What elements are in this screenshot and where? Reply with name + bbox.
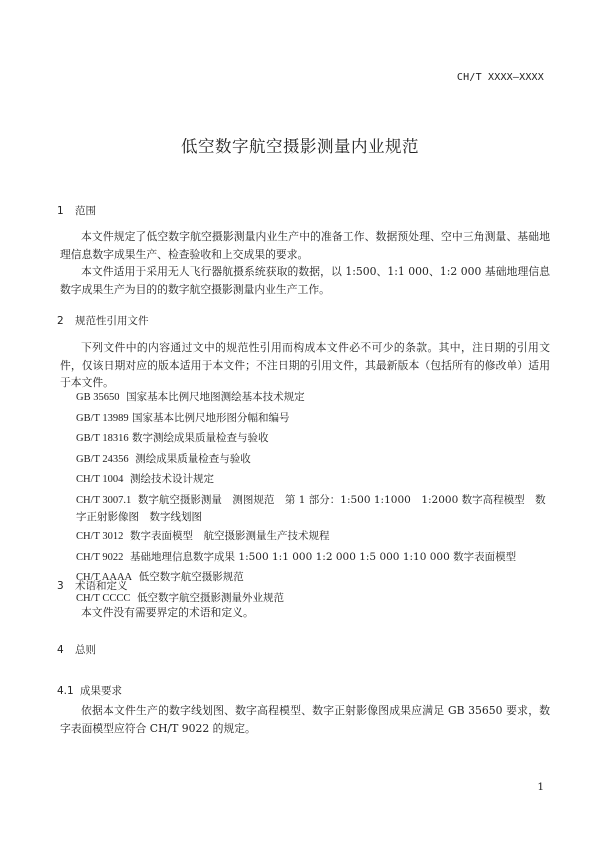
reference-code: CH/T 9022: [76, 551, 124, 563]
reference-title: 基础地理信息数字成果 1:500 1:1 000 1:2 000 1:5 000 1:10 000 数字表面模型: [130, 550, 517, 563]
reference-code: GB 35650: [76, 392, 120, 403]
reference-item: [76, 528, 550, 545]
subsection-number: 4.1: [57, 685, 74, 697]
reference-title: 国家基本比例尺地形图分幅和编号: [131, 411, 290, 424]
reference-item: [76, 451, 550, 468]
reference-title: 低空数字航空摄影测量外业规范: [137, 591, 285, 604]
section-number: 3: [57, 580, 64, 592]
section-title: 规范性引用文件: [75, 315, 149, 327]
section-number: 4: [57, 644, 64, 656]
reference-item: [76, 410, 550, 427]
reference-code: CH/T AAAA: [76, 572, 133, 583]
reference-code: CH/T 3012: [76, 531, 124, 542]
scope-paragraph-2: 本文件适用于采用无人飞行器航摄系统获取的数据，以 1:500、1:1 000、1:2 000 基础地理信息数字成果生产为目的的数字航空摄影测量内业生产工作。: [60, 265, 550, 296]
document-title: 低空数字航空摄影测量内业规范: [181, 137, 419, 156]
section-title: 总则: [75, 644, 96, 656]
reference-title: 低空数字航空摄影规范: [138, 571, 244, 583]
subsection-4-1-heading: [57, 683, 122, 698]
section-3-heading: [57, 578, 128, 593]
section-2-heading: [57, 313, 149, 328]
reference-item: [76, 389, 550, 406]
reference-title: 数字表面模型 航空摄影测量生产技术规程: [130, 530, 330, 542]
section-title: 术语和定义: [75, 580, 128, 592]
reference-title: 测绘技术设计规定: [130, 473, 215, 485]
reference-title: 国家基本比例尺地图测绘基本技术规定: [126, 391, 305, 403]
reference-item: [60, 492, 550, 525]
reference-item: [76, 430, 550, 447]
results-requirements-paragraph: 依据本文件生产的数字线划图、数字高程模型、数字正射影像图成果应满足 GB 35650 要求，数字表面模型应符合 CH/T 9022 的规定。: [60, 704, 550, 735]
standard-code: CH/T XXXX—XXXX: [456, 72, 544, 83]
section-number: 1: [57, 205, 64, 217]
reference-item: [76, 549, 550, 566]
reference-code: CH/T CCCC: [76, 592, 131, 604]
reference-code: GB/T 13989: [76, 412, 129, 424]
reference-title: 数字测绘成果质量检查与验收: [131, 432, 269, 444]
section-1-heading: [57, 203, 96, 218]
reference-item: [76, 471, 550, 488]
scope-paragraph-1: 本文件规定了低空数字航空摄影测量内业生产中的准备工作、数据预处理、空中三角测量、基础地理信息数字成果生产、检查验收和上交成果的要求。: [60, 230, 550, 261]
reference-code: CH/T 3007.1: [76, 494, 132, 506]
section-number: 2: [57, 315, 64, 327]
section-title: 范围: [75, 205, 96, 217]
reference-title: 数字航空摄影测量 测图规范 第 1 部分：1:500 1:1000 1:2000 数字高程模型 数字正射影像图 数字线划图: [76, 493, 546, 523]
reference-code: GB/T 18316: [76, 433, 129, 444]
reference-title: 测绘成果质量检查与验收: [135, 452, 251, 465]
reference-code: GB/T 24356: [76, 453, 129, 465]
section-4-heading: [57, 642, 96, 657]
reference-list: [76, 389, 550, 610]
references-intro: 下列文件中的内容通过文中的规范性引用而构成本文件必不可少的条款。其中，注日期的引用文件，仅该日期对应的版本适用于本文件；不注日期的引用文件，其最新版本（包括所有的修改单）适用于本文件。: [60, 341, 550, 389]
page-number: 1: [537, 781, 544, 793]
terms-paragraph: 本文件没有需要界定的术语和定义。: [81, 606, 254, 619]
reference-item: [76, 569, 550, 586]
subsection-title: 成果要求: [80, 685, 122, 697]
reference-code: CH/T 1004: [76, 474, 124, 485]
